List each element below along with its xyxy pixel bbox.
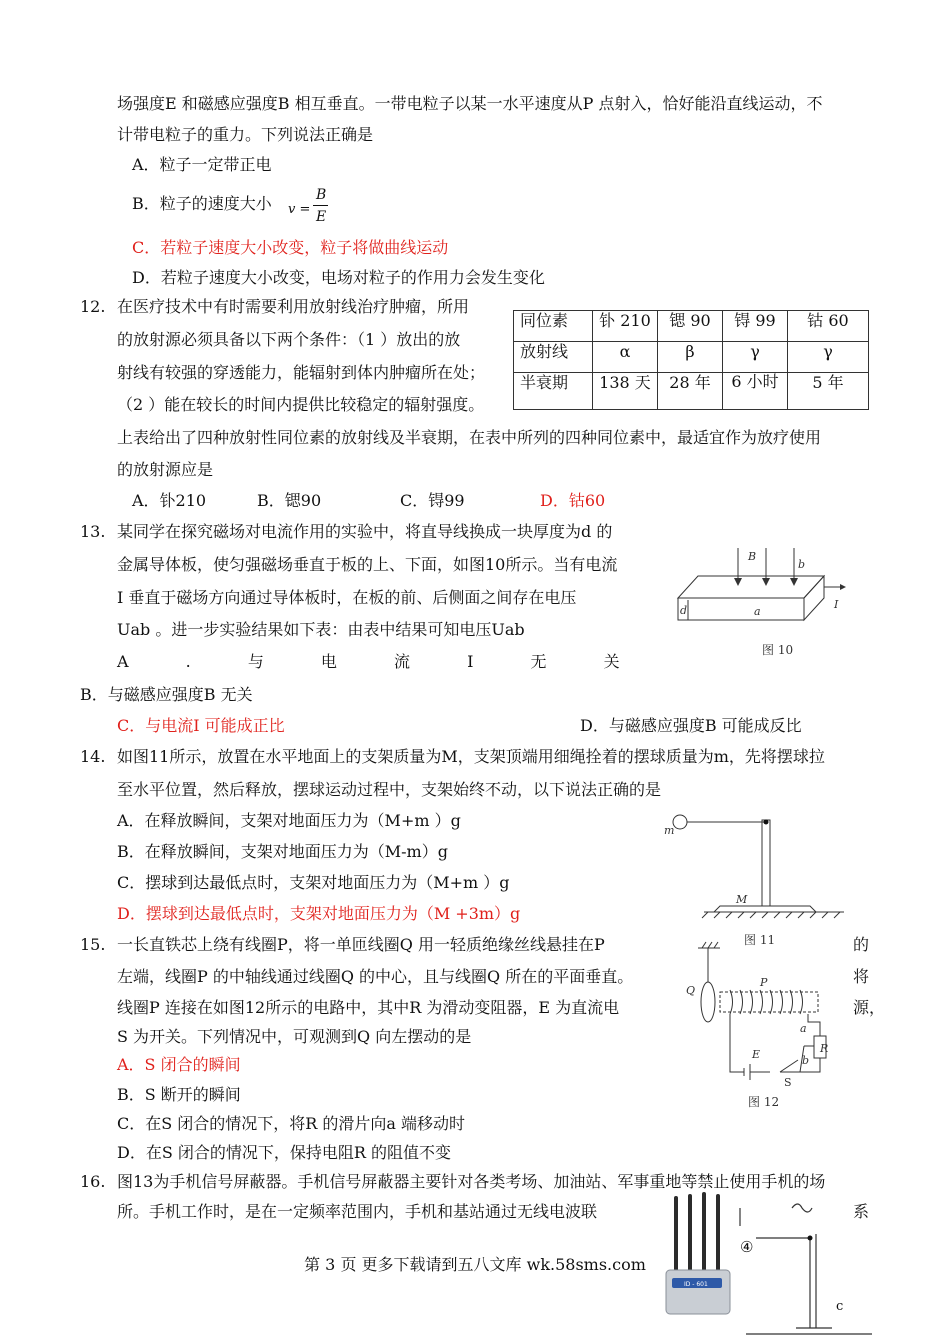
ground-hatch	[810, 912, 816, 918]
pendulum-ball	[673, 815, 687, 829]
q15-number: 15.	[80, 935, 106, 954]
q11-formula-v: v =	[288, 202, 311, 217]
q13-option-c: C．与电流I 可能成正比	[117, 716, 285, 735]
q14-option-b: B．在释放瞬间，支架对地面压力为（M-m）g	[117, 842, 448, 861]
q15-option-d: D．在S 闭合的情况下，保持电阻R 的阻值不变	[117, 1143, 452, 1162]
q14-option-a: A．在释放瞬间，支架对地面压力为（M+m ）g	[117, 811, 461, 830]
q11-line1: 场强度E 和磁感应强度B 相互垂直。一带电粒子以某一水平速度从P 点射入，恰好能沿直线运动，不	[117, 94, 823, 113]
iron-core	[720, 992, 818, 1012]
q15-option-b: B．S 断开的瞬间	[117, 1085, 241, 1104]
label-I: I	[834, 598, 839, 611]
q15-line3: 线圈P 连接在如图12所示的电路中，其中R 为滑动变阻器，E 为直流电	[117, 998, 620, 1017]
jammer-model-label: ID - 601	[684, 1281, 708, 1288]
figure-11	[660, 808, 860, 928]
q11-option-b-text: B．粒子的速度大小	[132, 194, 272, 213]
field-arrowhead	[734, 578, 742, 586]
q13-number: 13.	[80, 522, 106, 541]
ground-hatch	[822, 912, 828, 918]
circled-marker: ④	[740, 1238, 754, 1256]
label-a: a	[800, 1022, 807, 1035]
wire	[730, 1030, 744, 1072]
label-E: E	[752, 1048, 761, 1061]
table-cell: 锝 99	[723, 311, 788, 342]
q12-line2: 的放射源必须具备以下两个条件：（1 ）放出的放	[117, 330, 461, 349]
q11-formula-denominator: E	[316, 209, 327, 225]
table-cell: β	[658, 342, 723, 373]
q13-line3: I 垂直于磁场方向通过导体板时，在板的前、后侧面之间存在电压	[117, 588, 577, 607]
page-footer: 第 3 页 更多下载请到五八文库 wk.58sms.com	[304, 1255, 646, 1274]
table-cell: 138 天	[593, 373, 658, 410]
figure-11-caption: 图 11	[744, 933, 776, 947]
table-cell: 28 年	[658, 373, 723, 410]
q15-line3-tail: 源，	[853, 998, 886, 1017]
q15-line1: 一长直铁芯上绕有线圈P，将一单匝线圈Q 用一轻质绝缘丝线悬挂在P	[117, 935, 605, 954]
q13-line1: 某同学在探究磁场对电流作用的实验中，将直导线换成一块厚度为d 的	[117, 522, 613, 541]
label-S: S	[784, 1076, 792, 1089]
table-cell: γ	[788, 342, 869, 373]
q16-number: 16.	[80, 1172, 106, 1191]
field-arrowhead	[790, 578, 798, 586]
table-cell: 放射线	[514, 342, 593, 373]
q12-line5: 上表给出了四种放射性同位素的放射线及半衰期，在表中所列的四种同位素中，最适宜作为放疗使用	[117, 428, 822, 447]
squiggle-mark	[792, 1204, 812, 1212]
ground-hatch	[798, 912, 804, 918]
q15-line2: 左端，线圈P 的中轴线通过线圈Q 的中心，且与线圈Q 所在的平面垂直。	[117, 967, 634, 986]
q11-option-b	[132, 194, 272, 214]
figure-12-caption: 图 12	[748, 1095, 780, 1109]
label-b: b	[798, 558, 806, 571]
q11-option-c: C．若粒子速度大小改变，粒子将做曲线运动	[132, 238, 449, 257]
ceiling-hatch	[714, 942, 718, 948]
q13-line4: Uab 。进一步实验结果如下表：由表中结果可知电压Uab	[117, 620, 525, 639]
q15-line2-tail: 将	[853, 967, 870, 986]
corner-label-c: c	[836, 1299, 844, 1314]
q12-option-d: D．钴60	[540, 491, 606, 510]
q13-option-b: B．与磁感应强度B 无关	[80, 685, 253, 704]
label-Q: Q	[686, 984, 696, 997]
label-d: d	[680, 604, 688, 617]
table-cell: 钋 210	[593, 311, 658, 342]
table-cell: 半衰期	[514, 373, 593, 410]
ceiling-hatch	[708, 942, 712, 948]
q15-option-a: A．S 闭合的瞬间	[117, 1055, 241, 1074]
table-cell: 6 小时	[723, 373, 788, 410]
plate-side-face	[804, 576, 824, 620]
pivot-point	[808, 1236, 813, 1241]
ground-hatch	[738, 912, 744, 918]
switch-S	[780, 1060, 798, 1072]
label-B: B	[748, 550, 757, 563]
q11-formula-bar	[313, 205, 328, 206]
q16-line2: 所。手机工作时，是在一定频率范围内，手机和基站通过无线电波联	[117, 1202, 598, 1221]
q12-number: 12.	[80, 297, 106, 316]
plate-top-face	[678, 576, 824, 598]
q14-option-c: C．摆球到达最低点时，支架对地面压力为（M+m ）g	[117, 873, 510, 892]
coil-Q	[701, 982, 715, 1022]
figure-10-caption: 图 10	[762, 643, 794, 657]
isotope-table	[513, 310, 869, 410]
ground-hatch	[750, 912, 756, 918]
current-arrowhead	[840, 584, 846, 590]
figure-12	[680, 940, 840, 1090]
q14-line1: 如图11所示，放置在水平地面上的支架质量为M，支架顶端用细绳拴着的摆球质量为m，先将摆球拉	[117, 747, 825, 766]
figure-10	[676, 540, 846, 660]
q11-option-a: A．粒子一定带正电	[132, 155, 272, 174]
q15-line1-tail: 的	[853, 935, 870, 954]
q16-line2-tail: 系	[853, 1202, 870, 1221]
q15-option-c: C．在S 闭合的情况下，将R 的滑片向a 端移动时	[117, 1114, 466, 1133]
table-cell: α	[593, 342, 658, 373]
table-cell: γ	[723, 342, 788, 373]
support-post	[762, 820, 770, 906]
q11-formula-numerator: B	[316, 187, 327, 203]
ground-hatch	[762, 912, 768, 918]
q12-line4: （2 ）能在较长的时间内提供比较稳定的辐射强度。	[117, 395, 485, 414]
table-cell: 5 年	[788, 373, 869, 410]
label-a: a	[754, 605, 761, 618]
ground-hatch	[702, 912, 708, 918]
jammer-body	[666, 1270, 730, 1314]
pivot-point	[764, 820, 769, 825]
q14-option-d: D．摆球到达最低点时，支架对地面压力为（M +3m）g	[117, 904, 521, 923]
support-base	[714, 906, 816, 912]
ground-hatch	[726, 912, 732, 918]
table-cell: 钴 60	[788, 311, 869, 342]
label-m: m	[664, 824, 675, 837]
q13-option-d: D．与磁感应强度B 可能成反比	[580, 716, 802, 735]
q14-number: 14.	[80, 747, 106, 766]
ground-hatch	[786, 912, 792, 918]
q12-line1: 在医疗技术中有时需要利用放射线治疗肿瘤，所用	[117, 297, 470, 316]
wire	[808, 1014, 820, 1036]
table-cell: 锶 90	[658, 311, 723, 342]
q12-option-b: B．锶90	[257, 491, 322, 510]
label-P: P	[760, 976, 768, 989]
label-M: M	[736, 893, 748, 906]
field-arrowhead	[762, 578, 770, 586]
q14-line2: 至水平位置，然后释放，摆球运动过程中，支架始终不动，以下说法正确的是	[117, 780, 662, 799]
q13-option-a: A . 与 电 流 I 无 关	[117, 652, 620, 671]
label-b: b	[802, 1054, 810, 1067]
q12-option-c: C．锝99	[400, 491, 465, 510]
ground-hatch	[834, 912, 840, 918]
q13-line2: 金属导体板，使匀强磁场垂直于板的上、下面，如图10所示。当有电流	[117, 555, 618, 574]
label-R: R	[820, 1042, 829, 1055]
ceiling-hatch	[702, 942, 706, 948]
coil-P-turns	[730, 990, 803, 1014]
q11-line2: 计带电粒子的重力。下列说法正确是	[117, 125, 374, 144]
q16-line1: 图13为手机信号屏蔽器。手机信号屏蔽器主要针对各类考场、加油站、军事重地等禁止使用手机的场	[117, 1172, 826, 1191]
q12-line6: 的放射源应是	[117, 460, 214, 479]
ground-hatch	[714, 912, 720, 918]
q15-line4: S 为开关。下列情况中，可观测到Q 向左摆动的是	[117, 1027, 472, 1046]
ground-hatch	[774, 912, 780, 918]
q12-line3: 射线有较强的穿透能力，能辐射到体内肿瘤所在处；	[117, 363, 486, 382]
table-cell: 同位素	[514, 311, 593, 342]
q12-option-a: A．钋210	[132, 491, 207, 510]
plate-front-face	[678, 598, 804, 620]
q11-option-d: D．若粒子速度大小改变，电场对粒子的作用力会发生变化	[132, 268, 545, 287]
